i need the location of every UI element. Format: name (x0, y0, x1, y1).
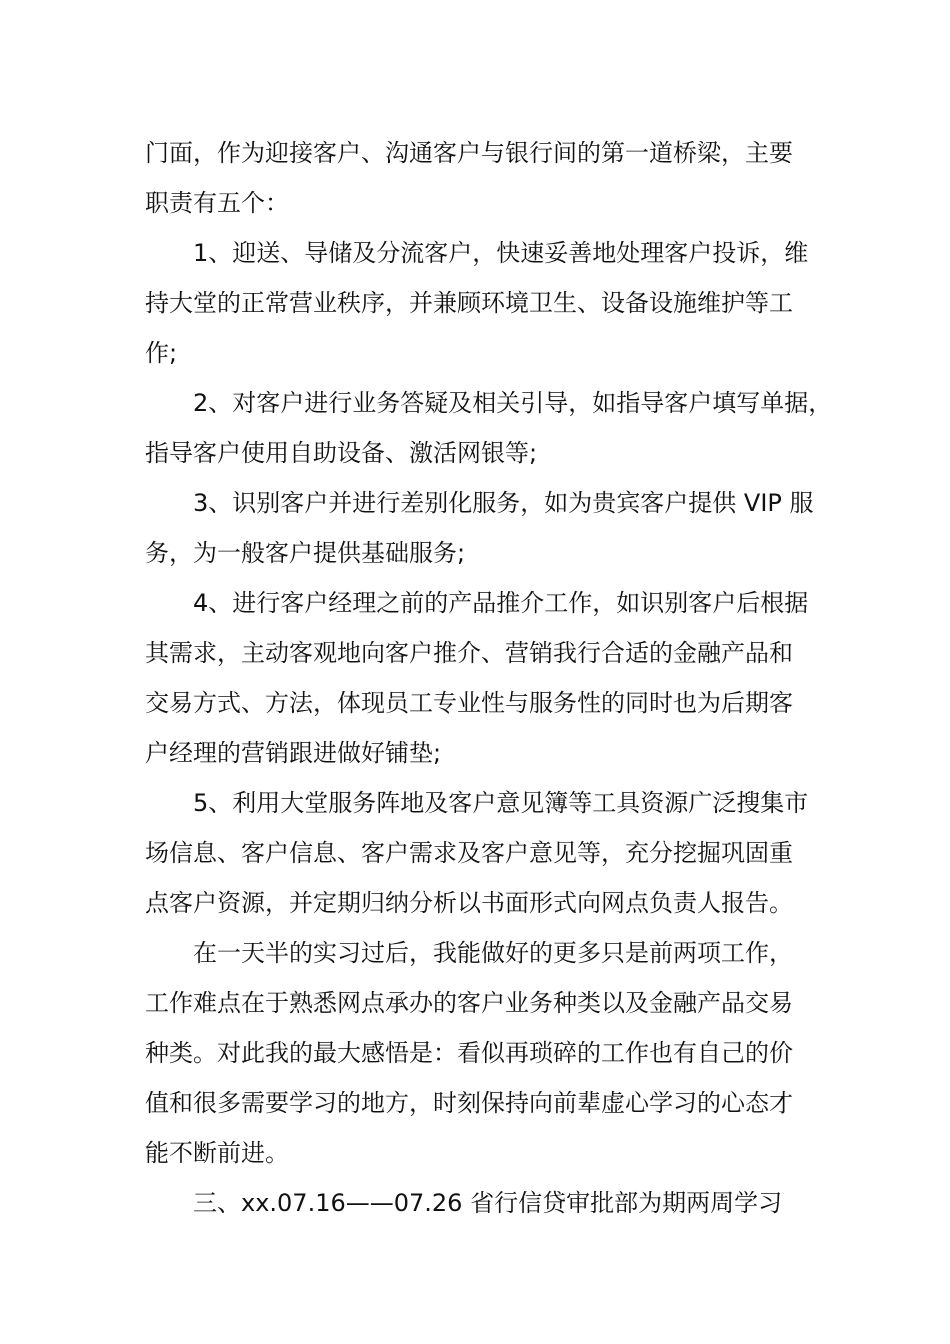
paragraph-start-line: 在一天半的实习过后，我能做好的更多只是前两项工作， (193, 939, 793, 967)
text-line: 点客户资源，并定期归纳分析以书面形式向网点负责人报告。 (145, 889, 793, 917)
text-line: 门面，作为迎接客户、沟通客户与银行间的第一道桥梁，主要 (145, 139, 793, 167)
list-item-4-line: 4、进行客户经理之前的产品推介工作，如识别客户后根据 (193, 589, 809, 617)
list-item-3-line: 3、识别客户并进行差别化服务，如为贵宾客户提供 VIP 服 (193, 489, 814, 517)
text-line: 工作难点在于熟悉网点承办的客户业务种类以及金融产品交易 (145, 989, 793, 1017)
text-line: 场信息、客户信息、客户需求及客户意见等，充分挖掘巩固重 (145, 839, 793, 867)
list-item-1-line: 1、迎送、导储及分流客户，快速妥善地处理客户投诉，维 (193, 239, 809, 267)
text-line: 作; (145, 339, 178, 367)
text-line: 职责有五个： (145, 189, 289, 217)
document-body (145, 128, 833, 1228)
text-line: 指导客户使用自助设备、激活网银等; (145, 439, 538, 467)
text-line: 交易方式、方法，体现员工专业性与服务性的同时也为后期客 (145, 689, 793, 717)
text-line: 种类。对此我的最大感悟是：看似再琐碎的工作也有自己的价 (145, 1039, 793, 1067)
text-line: 其需求，主动客观地向客户推介、营销我行合适的金融产品和 (145, 639, 793, 667)
text-line: 户经理的营销跟进做好铺垫; (145, 739, 442, 767)
text-line: 务，为一般客户提供基础服务; (145, 539, 466, 567)
section-heading: 三、xx.07.16——07.26 省行信贷审批部为期两周学习 (193, 1189, 783, 1217)
list-item-2-line: 2、对客户进行业务答疑及相关引导，如指导客户填写单据， (193, 389, 833, 417)
list-item-5-line: 5、利用大堂服务阵地及客户意见簿等工具资源广泛搜集市 (193, 789, 809, 817)
text-line: 能不断前进。 (145, 1139, 289, 1167)
text-line: 持大堂的正常营业秩序，并兼顾环境卫生、设备设施维护等工 (145, 289, 793, 317)
text-line: 值和很多需要学习的地方，时刻保持向前辈虚心学习的心态才 (145, 1089, 793, 1117)
